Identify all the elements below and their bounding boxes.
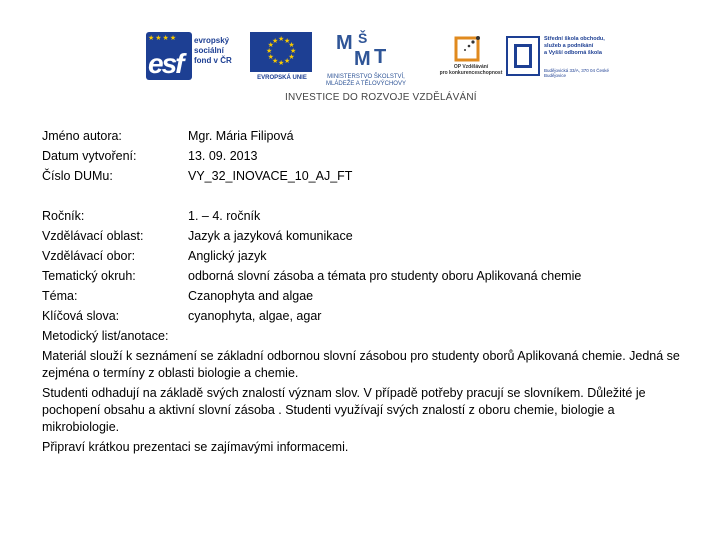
eu-star-icon: ★	[267, 42, 274, 49]
opvk-line-2: pro konkurenceschopnost	[439, 70, 503, 76]
eu-star-icon: ★	[267, 54, 274, 61]
eu-star-icon: ★	[278, 60, 285, 67]
keywords-label: Klíčová slova:	[42, 309, 120, 323]
field-value: Anglický jazyk	[188, 249, 267, 263]
keywords-value: cyanophyta, algae, agar	[188, 309, 322, 323]
opvk-line-1: OP Vzdělávání	[453, 64, 489, 70]
eu-star-icon: ★	[272, 58, 279, 66]
school-line-1: Střední škola obchodu,	[544, 36, 605, 42]
opvk-text	[432, 64, 510, 76]
esf-logo	[146, 32, 242, 88]
esf-line-1: evropský	[194, 36, 230, 45]
esf-mark	[146, 32, 192, 80]
school-line-3: a Vyšší odborná škola	[544, 50, 602, 56]
school-line-2: služeb a podnikání	[544, 43, 594, 49]
theme-label: Téma:	[42, 289, 78, 303]
school-text	[544, 36, 610, 57]
school-logo	[506, 36, 610, 86]
row-area	[42, 226, 682, 246]
eu-star-icon: ★	[288, 54, 295, 61]
row-method	[42, 326, 682, 346]
created-label: Datum vytvoření:	[42, 149, 137, 163]
author-label: Jméno autora:	[42, 129, 122, 143]
esf-stars-icon: ★★★★	[148, 35, 178, 42]
annotation-paragraph-2: Studenti odhadují na základě svých znalostí význam slov. V případě potřeby pracují se slovníkem. Důležité je pochopení obsahu a aktivní slovní zásoba . Studenti využívají svých znalostí z oboru chemie, biologie a mikrobiologie.	[42, 386, 646, 434]
row-field	[42, 246, 682, 266]
topic-value: odborná slovní zásoba a témata pro studenty oboru Aplikovaná chemie	[188, 269, 582, 283]
msmt-line-1: MINISTERSTVO ŠKOLSTVÍ,	[327, 74, 405, 80]
dumu-value: VY_32_INOVACE_10_AJ_FT	[188, 169, 353, 183]
created-value: 13. 09. 2013	[188, 149, 258, 163]
esf-line-2: sociální	[194, 46, 224, 55]
esf-line-3: fond v ČR	[194, 56, 232, 65]
eu-star-icon: ★	[272, 37, 279, 45]
field-label: Vzdělávací obor:	[42, 249, 136, 263]
row-keywords	[42, 306, 682, 326]
school-address: Budějovická 33/A, 370 04 České Budějovice	[544, 68, 610, 78]
topic-label: Tematický okruh:	[42, 269, 136, 283]
msmt-mark-icon: M Š M T	[336, 30, 387, 70]
investice-banner: INVESTICE DO ROZVOJE VZDĚLÁVÁNÍ	[285, 92, 477, 103]
msmt-line-2: MLÁDEŽE A TĚLOVÝCHOVY	[326, 81, 406, 87]
metadata-block	[42, 126, 682, 457]
annotation-paragraph-1: Materiál slouží k seznámení se základní odbornou slovní zásobou pro studenty oborů Aplikovaná chemie. Jedná se zejména o termíny z oblasti biologie a chemie.	[42, 349, 680, 380]
grade-value: 1. – 4. ročník	[188, 209, 261, 223]
eu-caption: EVROPSKÁ UNIE	[257, 75, 307, 81]
eu-star-icon: ★	[284, 37, 291, 45]
area-label: Vzdělávací oblast:	[42, 229, 144, 243]
school-mark-icon	[506, 36, 540, 76]
esf-letters: esf	[148, 48, 183, 79]
opvk-mark-icon	[452, 30, 486, 64]
eu-star-icon: ★	[288, 42, 295, 49]
msmt-logo	[318, 30, 414, 90]
eu-flag-icon	[250, 32, 312, 72]
row-dumu	[42, 166, 682, 186]
theme-value: Czanophyta and algae	[188, 289, 314, 303]
row-topic	[42, 266, 682, 286]
grade-label: Ročník:	[42, 209, 85, 223]
esf-text	[194, 36, 232, 66]
eu-star-icon: ★	[284, 58, 291, 66]
method-label: Metodický list/anotace:	[42, 329, 169, 343]
spacer	[42, 186, 682, 206]
msmt-text	[318, 74, 414, 88]
eu-logo	[250, 32, 314, 90]
dumu-label: Číslo DUMu:	[42, 169, 113, 183]
eu-star-icon: ★	[290, 48, 297, 55]
eu-star-icon: ★	[278, 36, 285, 43]
area-value: Jazyk a jazyková komunikace	[188, 229, 353, 243]
annotation-paragraph-3: Připraví krátkou prezentaci se zajímavými informacemi.	[42, 440, 349, 454]
row-grade	[42, 206, 682, 226]
row-theme	[42, 286, 682, 306]
row-author	[42, 126, 682, 146]
opvk-logo	[432, 30, 510, 90]
author-value: Mgr. Mária Filipová	[188, 129, 294, 143]
row-created	[42, 146, 682, 166]
eu-star-icon: ★	[266, 48, 273, 55]
